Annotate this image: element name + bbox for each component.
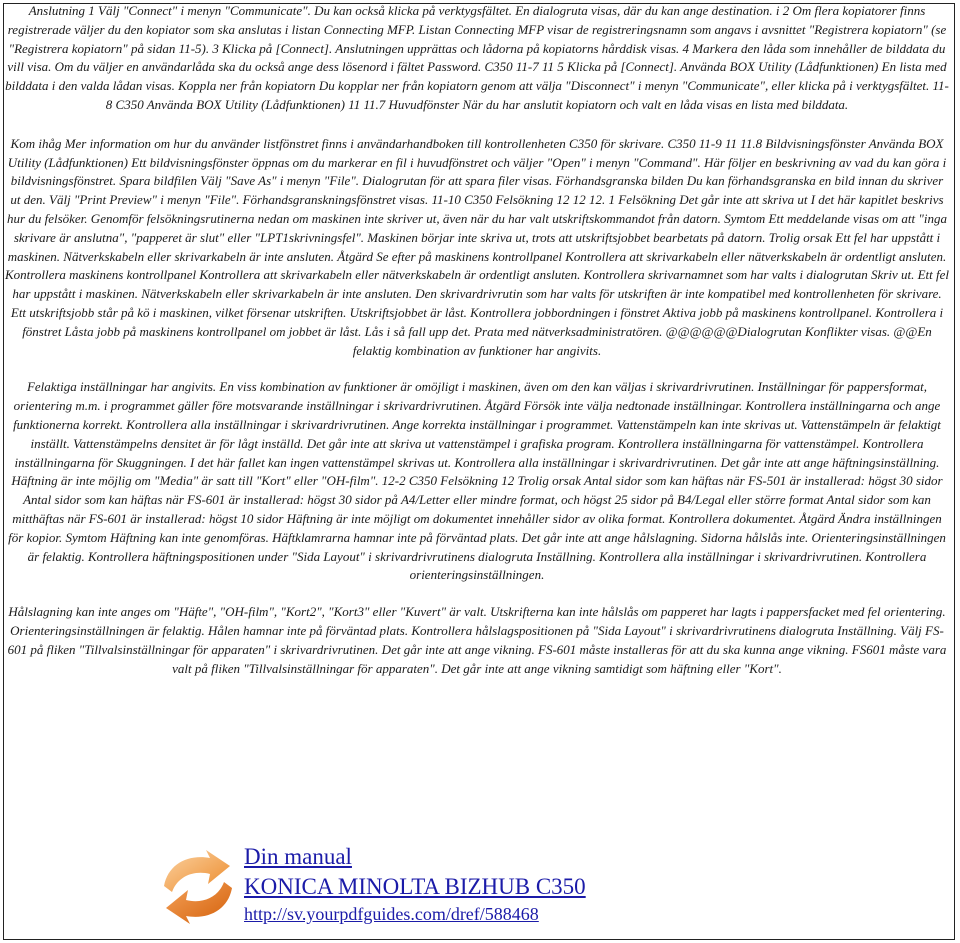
paragraph-connection: Anslutning 1 Välj "Connect" i menyn "Communicate". Du kan också klicka på verktygsfältet. En dialogruta visas, där du kan ange destination. i 2 Om flera kopiatorer finns registrerade väljer du den kopiator som ska anslutas i listan Connecting MFP. Listan Connecting MFP visar de registreringsnamn som angavs i avsnittet "Registrera kopiatorn" (se "Registrera kopiatorn" på sidan 11-5). 3 Klicka på [Connect]. Anslutningen upprättas och lådorna på kopiatorns hårddisk visas. 4 Markera den låda som innehåller de bilddata du vill visa. Om du väljer en användarlåda ska du också ange dess lösenord i fältet Password. C350 11-7 11 5 Klicka på [Connect]. Använda BOX Utility (Lådfunktionen) En lista med bilddata i den valda lådan visas. Koppla ner från kopiatorn Du kopplar ner från kopiatorn genom att välja "Disconnect" i menyn "Communicate", eller klicka på i verktygsfältet. 11-8 C350 Använda BOX Utility (Lådfunktionen) 11 11.7 Huvudfönster När du har anslutit kopiatorn och valt en låda visas en lista med bilddata.: [5, 3, 949, 112]
paragraph-settings-stapling: Felaktiga inställningar har angivits. En viss kombination av funktioner är omöjligt i maskinen, även om den kan väljas i skrivardrivrutinen. Inställningar för pappersformat, orientering m.m. i programmet gäller före motsvarande inställningar i skrivardrivrutinen. Åtgärd Försök inte välja nedtonade inställningar. Kontrollera inställningarna och ange funktionerna korrekt. Kontrollera alla inställningar i skrivardrivrutinen. Ange korrekta inställningar i programmet. Vattenstämpeln kan inte skrivas ut. Vattenstämpeln är felaktigt inställt. Vattenstämpelns densitet är för lågt inställd. Det går inte att skriva ut vattenstämpel i grafiska program. Kontrollera inställningarna för vattenstämpel. Kontrollera inställningarna för Skuggningen. I det här fallet kan ingen vattenstämpel skrivas ut. Kontrollera alla inställningar i skrivardrivrutinen. Det går inte att ange häftningsinställning. Häftning är inte möjlig om "Media" är satt till "Kort" eller "OH-film". 12-2 C350 Felsökning 12 Trolig orsak Antal sidor som kan häftas när FS-501 är installerad: högst 30 sidor Antal sidor som kan häftas när FS-601 är installerad: högst 30 sidor på A4/Letter eller mindre format, och högst 25 sidor på B4/Legal eller större format Antal sidor som kan mitthäftas när FS-601 är installerad: högst 10 sidor Häftning är inte möjligt om dokumentet innehåller sidor av olika format. Kontrollera dokumentet. Åtgärd Ändra inställningen för kopior. Symtom Häftning kan inte genomföras. Häftklamrarna hamnar inte på förväntad plats. Det går inte att ange hålslagning. Sidorna hålslås inte. Orienteringsinställningen är felaktig. Kontrollera häftningspositionen under "Sida Layout" i skrivardrivrutinens dialogruta Inställning. Kontrollera alla inställningar i skrivardrivrutinen. Kontrollera orienteringsinställningen.: [8, 379, 946, 583]
footer-links: [244, 842, 586, 926]
product-link[interactable]: KONICA MINOLTA BIZHUB C350: [244, 874, 586, 899]
paragraph-punching-folding: Hålslagning kan inte anges om "Häfte", "OH-film", "Kort2", "Kort3" eller "Kuvert" är valt. Utskrifterna kan inte hålslås om papperet har lagts i pappersfacket med fel orientering. Orienteringsinställningen är felaktig. Hålen hamnar inte på förväntad plats. Kontrollera hålslagspositionen på "Sida Layout" i skrivardrivrutinens dialogruta Inställning. Välj FS-601 på fliken "Tillvalsinställningar för apparaten" i skrivardrivrutinen. Det går inte att ange vikning. FS-601 måste installeras för att du ska kunna ange vikning. FS601 måste vara valt på fliken "Tillvalsinställningar för apparaten". Det går inte att ange vikning samtidigt som häftning eller "Kort".: [7, 604, 947, 676]
document-body: [5, 2, 949, 678]
url-link[interactable]: http://sv.yourpdfguides.com/dref/588468: [244, 904, 539, 924]
footer: [158, 842, 758, 936]
paragraph-image-window-troubleshooting: Kom ihåg Mer information om hur du använder listfönstret finns i användarhandboken till kontrollenheten C350 för skrivare. C350 11-9 11 11.8 Bildvisningsfönster Använda BOX Utility (Lådfunktionen) Ett bildvisningsfönster öppnas om du markerar en fil i huvudfönstret och väljer "Open" i menyn "Command". Här följer en beskrivning av vad du kan göra i bildvisningsfönstret. Spara bildfilen Välj "Save As" i menyn "File". Dialogrutan för att spara filer visas. Förhandsgranska bilden Du kan förhandsgranska en bild innan du skriver ut den. Välj "Print Preview" i menyn "File". Förhandsgranskningsfönstret visas. 11-10 C350 Felsökning 12 12 12. 1 Felsökning Det går inte att skriva ut I det här kapitlet beskrivs hur du felsöker. Genomför felsökningsrutinerna nedan om maskinen inte skriver ut, även när du har valt utskriftskommandot från datorn. Symtom Ett meddelande visas om att "inga skrivare är anslutna", "papperet är slut" eller "LPT1skrivningsfel". Maskinen börjar inte skriva ut, trots att utskriftsjobbet bearbetats på datorn. Trolig orsak Ett fel har uppstått i maskinen. Nätverkskabeln eller skrivarkabeln är inte ansluten. Åtgärd Se efter på maskinens kontrollpanel Kontrollera att skrivarkabeln eller nätverkskabeln är ordentligt ansluten. Kontrollera maskinens kontrollpanel Kontrollera att skrivarkabeln eller nätverkskabeln är ordentligt ansluten. Kontrollera skrivarnamnet som har valts i dialogrutan Skriv ut. Ett fel har uppstått i maskinen. Nätverkskabeln eller skrivarkabeln är inte ansluten. Den skrivardrivrutin som har valts för utskriften är inte kompatibel med kontrollenheten för skrivare. Ett utskriftsjobb står på kö i maskinen, vilket försenar utskriften. Utskriftsjobbet är låst. Kontrollera jobbordningen i fönstret Aktiva jobb på maskinens kontrollpanel. Kontrollera i fönstret Låsta jobb på maskinens kontrollpanel om jobbet är låst. Lås i så fall upp det. Prata med nätverksadministratören. @@@@@@Dialogrutan Konflikter visas. @@En felaktig kombination av funktioner har angivits.: [5, 135, 949, 358]
manual-link[interactable]: Din manual: [244, 844, 352, 869]
arrow-logo-icon: [158, 848, 238, 926]
